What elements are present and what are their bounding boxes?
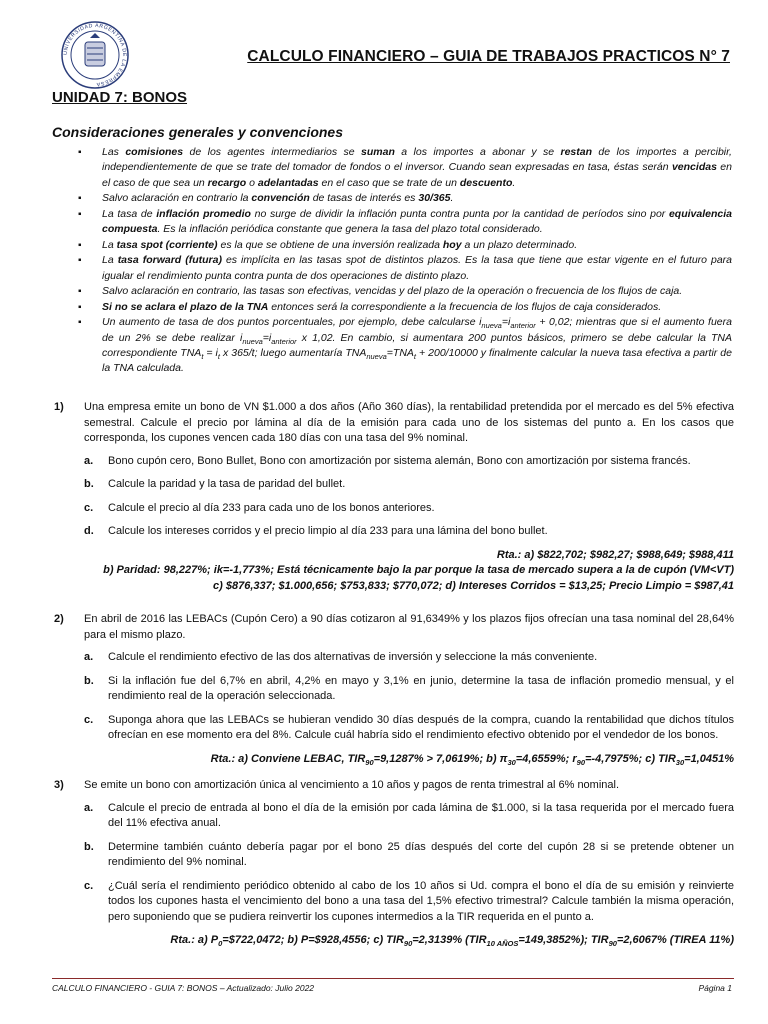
bold-text: recargo: [207, 176, 247, 189]
exercise-item: [84, 501, 734, 517]
consideration-bullet: [78, 191, 732, 206]
text-run: es la que se obtiene de una inversión realizada: [217, 238, 443, 251]
item-letter: b.: [84, 840, 94, 853]
text-run: no surge de dividir la inflación punta contra punta por la cantidad de períodos sino por: [250, 207, 669, 220]
exercise-number: 3): [54, 779, 64, 791]
exercise-item: [84, 801, 734, 832]
consideration-bullet: [78, 145, 732, 191]
bold-text: equivalencia compuesta: [102, 207, 732, 236]
subscript-text: t: [413, 352, 417, 362]
text-run: es implícita en las tasas spot de distintos plazos. Es la tasa que tiene que estar vigente en el futuro para igualar el rendimiento punta contra punta de dos operaciones de distinto plazo.: [102, 254, 733, 282]
exercise-item: [84, 674, 734, 705]
text-run: Las: [102, 146, 126, 158]
page-number: Página 1: [698, 983, 732, 993]
answer-line: [52, 933, 734, 949]
text-run: de los importes a percibir, independientemente de que se trate del tomador de fondos o el inversor. Cuando sean expresadas en tasa, éstas serán: [102, 146, 732, 174]
subscript-text: anterior: [271, 336, 297, 346]
exercise-item: [84, 713, 734, 744]
item-text: Calcule los intereses corridos y el precio limpio al día 233 para una lámina del bono bullet.: [108, 525, 548, 537]
unit-title: UNIDAD 7: BONOS: [52, 89, 188, 106]
text-run: entonces será la correspondiente a la frecuencia de los flujos de caja considerados.: [268, 300, 662, 313]
exercise-statement: Una empresa emite un bono de VN $1.000 a dos años (Año 360 días), la rentabilidad pretendida por el mercado es del 5% efectiva semestral. Calcule el precio por lámina al día de la emisión para cada uno de los sistemas del punto a. En los casos que corresponda, los cupones vencen cada 180 días con una tasa del 9% nominal.: [84, 401, 734, 444]
subscript-text: t: [201, 352, 204, 362]
item-letter: a.: [84, 801, 94, 814]
subscript-text: t: [217, 352, 220, 362]
consideration-bullet: [78, 207, 732, 238]
university-seal-logo: [60, 20, 130, 90]
item-text: Suponga ahora que las LEBACs se hubieran vendido 30 días después de la compra, cuando la rentabilidad que dichos títulos ofrecían en ese momento era del 8%. Calcule cuál habría sido el rendimiento efectivo obtenido por el vendedor de los bonos.: [108, 713, 734, 741]
text-run: Un aumento de tasa de dos puntos porcentuales, por ejemplo, debe calcularse i: [102, 316, 482, 329]
text-run: de los agentes intermediarios se: [183, 146, 362, 158]
exercise-item: [84, 650, 734, 666]
bold-text: vencidas: [671, 161, 717, 174]
consideration-bullet: [78, 253, 732, 284]
text-run: + 200/10000 y finalmente calcular la nueva tasa efectiva a partir de la TNA calculada.: [102, 346, 732, 375]
exercise-item: [84, 524, 734, 540]
text-run: .: [512, 176, 516, 189]
considerations-list: [78, 145, 732, 377]
item-text: Bono cupón cero, Bono Bullet, Bono con amortización por sistema alemán, Bono con amortización por sistema francés.: [108, 454, 691, 467]
footer-text: CALCULO FINANCIERO - GUIA 7: BONOS – Actualizado: Julio 2022: [52, 983, 315, 993]
exercise-item: [84, 879, 734, 926]
subscript-text: 90: [403, 939, 413, 949]
text-run: . Es la inflación periódica constante que genera la tasa del plazo total considerado.: [157, 223, 543, 236]
exercise-item: [84, 840, 734, 871]
item-letter: c.: [84, 713, 94, 726]
bold-text: convención: [251, 192, 310, 205]
exercise-statement: Se emite un bono con amortización única al vencimiento a 10 años y pagos de renta trimestral al 6% nominal.: [84, 779, 620, 791]
bold-text: Si no se aclara el plazo de la TNA: [102, 300, 269, 313]
considerations-title: Consideraciones generales y convenciones: [52, 124, 344, 140]
subscript-text: nueva: [366, 352, 387, 362]
consideration-bullet: [78, 300, 732, 315]
text-run: en el caso que se trate de un: [318, 176, 460, 189]
text-run: Salvo aclaración en contrario la: [102, 192, 252, 205]
text-run: La tasa de: [102, 207, 157, 220]
answer-line: [52, 579, 734, 595]
text-run: =i: [262, 331, 272, 344]
item-text: ¿Cuál sería el rendimiento periódico obtenido al cabo de los 10 años si Ud. compra el bono el día de su emisión y reinvierte todos los cupones hasta el vencimiento del bono a una tasa del 1,5% efectivo trimestral? Calcule también la misma operación, pero suponiendo que se pudiera reinvertir los cupones intermedios a la TIR requerida en el punto a.: [108, 879, 734, 923]
subscript-text: 10 AÑOS: [486, 939, 519, 949]
item-letter: b.: [84, 478, 94, 490]
subscript-text: 90: [365, 757, 374, 767]
item-text: Calcule el rendimiento efectivo de las dos alternativas de inversión y seleccione la más conveniente.: [108, 651, 598, 663]
item-text: Determine también cuánto debería pagar por el bono 25 días después del corte del cupón 28 si se pretende obtener un rendimiento del 9% nominal.: [108, 840, 734, 868]
text-run: =1,0451%: [684, 752, 734, 765]
text-run: = i: [203, 346, 218, 359]
svg-text:UNIVERSIDAD ARGENTINA DE LA EM: UNIVERSIDAD ARGENTINA DE LA EMPRESA: [62, 22, 128, 88]
bold-text: 30/365: [418, 192, 451, 205]
item-letter: a.: [84, 651, 94, 663]
item-letter: b.: [84, 674, 94, 687]
subscript-text: 30: [507, 757, 516, 767]
item-letter: d.: [84, 525, 94, 537]
subscript-text: anterior: [510, 321, 536, 331]
bold-text: tasa spot (corriente): [116, 238, 218, 251]
text-run: x 1,02. En cambio, si aumentara 200 puntos básicos, primero se debe calcular la TNA correspondiente TNA: [102, 331, 732, 359]
item-letter: a.: [84, 454, 94, 467]
text-run: =i: [501, 316, 511, 329]
text-run: La: [102, 238, 117, 251]
exercise-statement: En abril de 2016 las LEBACs (Cupón Cero) a 90 días cotizaron al 91,6349% y los plazos fijos ofrecían una tasa nominal del 28,64% para el mismo plazo.: [84, 613, 734, 641]
item-text: Si la inflación fue del 6,7% en abril, 4,2% en mayo y 3,1% en junio, determine la tasa de inflación promedio mensual, y el rendimiento real de la operación seleccionada.: [108, 674, 734, 702]
text-run: + 0,02; mientras que si el aumento fuera de un 2% se debe realizar i: [102, 316, 732, 344]
consideration-bullet: [78, 238, 732, 253]
subscript-text: 0: [218, 939, 223, 949]
footer-divider: [52, 978, 734, 979]
text-run: =-4,7975%; c) TIR: [585, 752, 676, 765]
text-run: b) Paridad: 98,227%; ik=-1,773%; Está técnicamente bajo la par porque la tasa de mercado supera a la de cupón (VM<VT): [103, 564, 734, 576]
answer-line: [52, 752, 734, 768]
exercise-item: [84, 454, 734, 470]
exercise-3: [52, 778, 734, 949]
exercise-2: [52, 612, 734, 767]
item-letter: c.: [84, 501, 94, 514]
text-run: de tasas de interés es: [309, 192, 419, 205]
subscript-text: nueva: [481, 321, 502, 331]
document-title: CALCULO FINANCIERO – GUIA DE TRABAJOS PRACTICOS N° 7: [247, 48, 730, 65]
item-text: Calcule el precio al día 233 para cada uno de los bonos anteriores.: [108, 501, 435, 514]
subscript-text: nueva: [242, 336, 263, 346]
answer-line: [52, 563, 734, 579]
bold-text: tasa forward (futura): [117, 254, 222, 267]
bold-text: restan: [560, 146, 592, 158]
text-run: Salvo aclaración en contrario, las tasas son efectivas, vencidas y del plazo de la operación o frecuencia de los flujos de caja.: [102, 285, 683, 298]
consideration-bullet: [78, 315, 732, 376]
bold-text: adelantadas: [257, 176, 319, 189]
text-run: a los importes a abonar y se: [394, 146, 561, 158]
subscript-text: 90: [608, 939, 617, 949]
text-run: =4,6559%; r: [515, 752, 577, 765]
subscript-text: 30: [675, 757, 685, 767]
exercise-1: [52, 400, 734, 594]
text-run: La: [102, 254, 118, 267]
text-run: .: [450, 192, 454, 205]
exercise-item: [84, 477, 734, 493]
item-text: Calcule el precio de entrada al bono el día de la emisión por cada lámina de $1.000, si la tasa requerida por el mercado fuera del 11% efectiva anual.: [108, 801, 734, 829]
exercise-number: 2): [54, 613, 64, 625]
text-run: =TNA: [386, 346, 414, 359]
bold-text: descuento: [459, 176, 513, 189]
item-text: Calcule la paridad y la tasa de paridad del bullet.: [108, 478, 346, 490]
exercise-number: 1): [54, 401, 64, 413]
bold-text: hoy: [442, 238, 462, 251]
text-run: Rta.: a) $822,702; $982,27; $988,649; $988,411: [496, 548, 734, 561]
text-run: =9,1287% > 7,0619%; b) π: [373, 752, 508, 765]
text-run: o: [246, 176, 258, 189]
text-run: =2,6067% (TIREA 11%): [616, 934, 734, 946]
subscript-text: 90: [576, 757, 585, 767]
text-run: Rta.: a) Conviene LEBAC, TIR: [210, 752, 366, 765]
bold-text: inflación promedio: [156, 207, 251, 220]
text-run: x 365/t; luego aumentaría TNA: [219, 346, 367, 359]
text-run: a un plazo determinado.: [461, 238, 578, 251]
item-letter: c.: [84, 879, 94, 892]
text-run: Rta.: a) P: [170, 934, 219, 946]
consideration-bullet: [78, 284, 732, 299]
bold-text: comisiones: [125, 146, 184, 158]
text-run: =149,3852%); TIR: [518, 934, 609, 946]
answer-line: [52, 548, 734, 564]
text-run: en el caso de que sea un: [102, 161, 732, 189]
text-run: =2,3139% (TIR: [412, 934, 487, 946]
text-run: =$722,0472; b) P=$928,4556; c) TIR: [222, 934, 404, 946]
text-run: c) $876,337; $1.000,656; $753,833; $770,072; d) Intereses Corridos = $13,25; Precio Limpio = $987,41: [213, 579, 734, 592]
bold-text: suman: [361, 146, 395, 158]
